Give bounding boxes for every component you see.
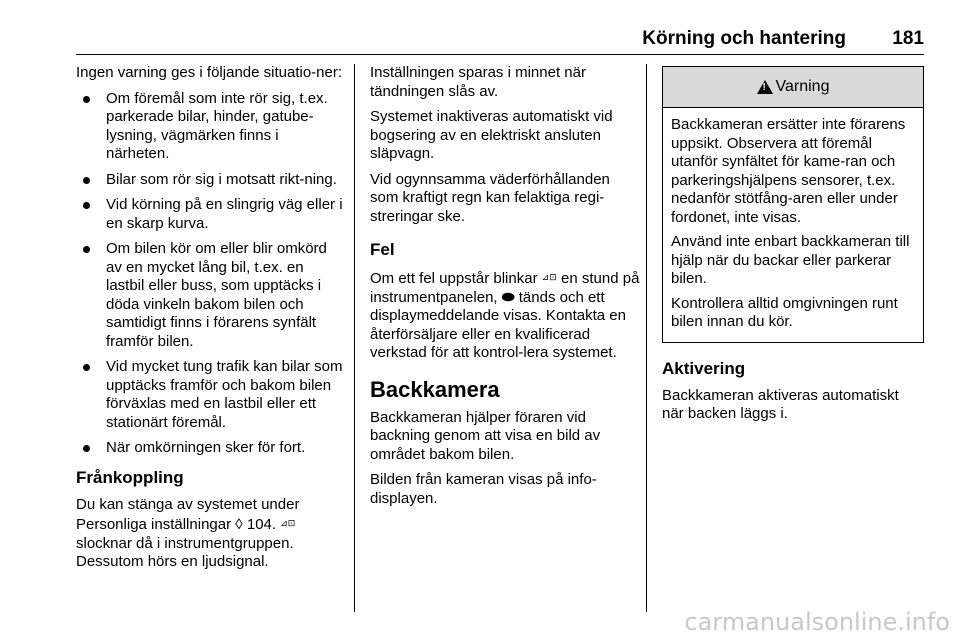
list-item: Vid körning på en slingrig väg eller i en skarp kurva. [76,196,346,233]
bullet-icon [83,445,90,452]
bullet-icon [83,364,90,371]
bullet-icon [83,177,90,184]
column-divider-1 [354,64,355,612]
page-header [76,28,924,55]
list-item: Vid mycket tung trafik kan bilar som upptäcks framför och bakom bilen förväxlas med en lastbil eller ett stationärt föremål. [76,358,346,432]
frankoppling-text: Du kan stänga av systemet under Personliga inställningar ◊ 104. ⊿⊡ slocknar då i instrumentgruppen. Dessutom hörs en ljudsignal. [76,495,300,570]
wrench-icon: ⬬ [501,288,515,306]
section-heading-backkamera: Backkamera [370,376,500,402]
list-item: Om bilen kör om eller blir omkörd av en mycket lång bil, t.ex. en lastbil eller buss, som upptäcks i döda vinkeln bakom bilen och samtidigt finns i förarens synfält framför bilen. [76,240,346,351]
column-divider-2 [646,64,647,612]
page-title: Körning och hantering [642,28,846,49]
warning-paragraph: Backkameran ersätter inte förarens uppsikt. Observera att föremål utanför synfältet för kame-ran och parkeringshjälpens sensorer, t.ex. nedanför stötfång-aren eller under fordonet, inte visas. [671,116,906,226]
paragraph: Systemet inaktiveras automatiskt vid bogsering av en elektriskt ansluten släpvagn. [370,108,613,162]
column-2 [370,64,640,515]
bullet-list [76,90,346,458]
bullet-icon [83,96,90,103]
intro-text: Ingen varning ges i följande situatio-ner: [76,64,343,81]
paragraph: Inställningen sparas i minnet när tändningen slås av. [370,64,586,100]
bullet-icon [83,202,90,209]
paragraph: Vid ogynnsamma väderförhållanden som kraftigt regn kan felaktiga regi-streringar ske. [370,170,610,225]
warning-title: Varning [775,77,830,95]
side-blind-zone-icon: ⊿⊡ [541,272,557,282]
side-blind-zone-icon: ⊿⊡ [280,518,296,528]
paragraph: Backkameran hjälper föraren vid backning genom att visa en bild av området bakom bilen. [370,408,601,463]
warning-paragraph: Använd inte enbart backkameran till hjälp när du backar eller parkerar bilen. [671,233,910,287]
warning-body [663,108,923,342]
warning-header [663,67,923,108]
paragraph: Bilden från kameran visas på info-displayen. [370,471,597,507]
page-number: 181 [892,28,924,49]
page-reference-link[interactable]: 104. [246,516,277,533]
section-heading-fel: Fel [370,240,395,259]
list-item: Bilar som rör sig i motsatt rikt-ning. [76,171,346,190]
watermark: carmanualsonline.info [684,608,950,636]
paragraph: Backkameran aktiveras automatiskt när backen läggs i. [662,386,899,422]
section-heading-frankoppling: Frånkoppling [76,467,184,487]
list-item: Om föremål som inte rör sig, t.ex. parkerade bilar, hinder, gatube-lysning, vägmärken finns i närheten. [76,90,346,164]
column-1 [76,64,346,579]
warning-paragraph: Kontrollera alltid omgivningen runt bilen innan du kör. [671,294,898,330]
warning-triangle-icon [757,80,773,94]
reference-arrow-icon: ◊ [235,516,243,533]
list-item: När omkörningen sker för fort. [76,439,346,458]
bullet-icon [83,246,90,253]
section-heading-aktivering: Aktivering [662,358,746,378]
warning-box [662,66,924,343]
fel-text: Om ett fel uppstår blinkar ⊿⊡ en stund på instrumentpanelen, ⬬ tänds och ett displaymeddelande visas. Kontakta en återförsäljare eller en kvalificerad verkstad för att kontrol-lera systemet. [370,270,640,361]
column-3 [662,64,924,431]
